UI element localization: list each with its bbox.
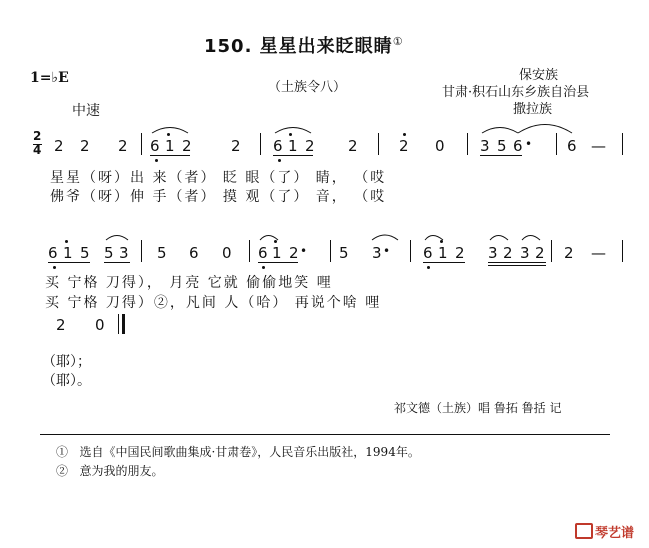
slur [490, 236, 508, 241]
dot-duration: • [383, 244, 391, 258]
note: 3 [480, 137, 490, 155]
note: 6 [48, 244, 58, 262]
slur [260, 236, 278, 241]
note: 1 [288, 137, 298, 155]
note: 6 [150, 137, 160, 155]
dash: — [591, 137, 606, 155]
slur [518, 125, 572, 134]
dash: — [591, 244, 606, 262]
key-signature: 1=♭E [30, 70, 69, 86]
note: 1 [63, 244, 73, 262]
note: 1 [272, 244, 282, 262]
note: 5 [339, 244, 349, 262]
note: 2 [348, 137, 358, 155]
note: 2 [118, 137, 128, 155]
note: 3 [119, 244, 129, 262]
system1-lyrics-verse1: 星星（呀）出 来（者） 眨 眼（了） 睛， （哎 [50, 170, 387, 186]
region-label: 甘肃·积石山东乡族自治县 [442, 85, 590, 100]
dot-duration: • [525, 137, 533, 151]
note: 0 [222, 244, 232, 262]
note: 2 [503, 244, 513, 262]
ethnicity-label: 保安族 [519, 68, 559, 83]
note: 0 [95, 316, 105, 334]
region-label-2: 撒拉族 [513, 102, 553, 117]
note: 2 [182, 137, 192, 155]
slur [522, 236, 540, 241]
note: 6 [423, 244, 433, 262]
note: 3 [488, 244, 498, 262]
system3-lyrics-verse2: （耶）。 [42, 373, 91, 389]
system1-lyrics-verse2: 佛爷（呀）伸 手（者） 摸 观（了） 音， （哎 [50, 189, 387, 205]
slur [425, 236, 443, 241]
note: 0 [435, 137, 445, 155]
note: 5 [104, 244, 114, 262]
slur [372, 235, 398, 240]
note: 2 [399, 137, 409, 155]
note: 1 [438, 244, 448, 262]
slur [106, 236, 128, 241]
note: 2 [80, 137, 90, 155]
watermark-text: 琴艺谱 [595, 526, 635, 541]
note: 6 [567, 137, 577, 155]
note: 5 [157, 244, 167, 262]
time-signature-bottom: 4 [33, 143, 42, 157]
tempo-marking: 中速 [72, 103, 100, 119]
note: 1 [165, 137, 175, 155]
system3-lyrics-verse1: （耶）； [42, 354, 91, 370]
note: 6 [189, 244, 199, 262]
note: 2 [54, 137, 64, 155]
credits: 祁文德（土族）唱 鲁拓 鲁括 记 [394, 401, 562, 415]
note: 2 [564, 244, 574, 262]
title-text: 150. 星星出来眨眼睛 [204, 36, 393, 57]
note: 3 [520, 244, 530, 262]
note: 2 [305, 137, 315, 155]
subtitle: （土族令八） [268, 80, 347, 95]
footnote-mark: ① [56, 445, 69, 459]
note: 2 [289, 244, 299, 262]
footnote-mark: ② [56, 464, 69, 478]
note: 3 [372, 244, 382, 262]
footnote-text: 选自《中国民间歌曲集成·甘肃卷》，人民音乐出版社，1994年。 [79, 445, 420, 459]
slur [482, 128, 518, 134]
note: 5 [497, 137, 507, 155]
note: 6 [513, 137, 523, 155]
dot-duration: • [300, 244, 308, 258]
note: 5 [80, 244, 90, 262]
note: 6 [258, 244, 268, 262]
slur [275, 128, 311, 134]
title-footnote-mark: ① [392, 35, 404, 48]
system2-lyrics-verse1: 买 宁格 刀得）， 月亮 它就 偷偷地笑 哩 [45, 275, 333, 291]
note: 2 [56, 316, 66, 334]
note: 2 [535, 244, 545, 262]
slur [152, 128, 188, 134]
note: 2 [231, 137, 241, 155]
system2-lyrics-verse2: 买 宁格 刀得）②，凡间 人（哈） 再说个啥 哩 [45, 295, 382, 311]
note: 2 [455, 244, 465, 262]
time-signature-top: 2 [33, 129, 42, 143]
footnote-text: 意为我的朋友。 [79, 464, 164, 478]
note: 6 [273, 137, 283, 155]
